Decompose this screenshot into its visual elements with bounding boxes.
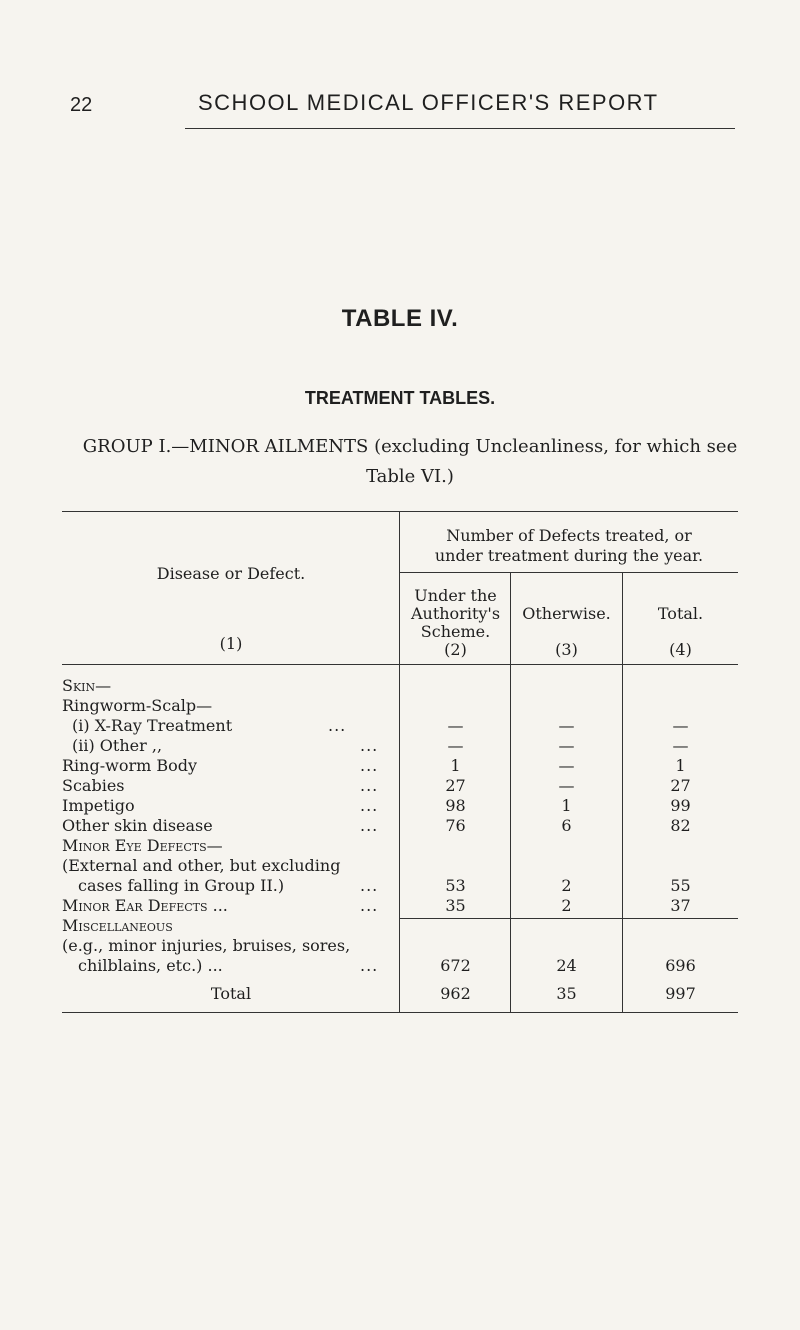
row-label-scabies: Scabies [62, 776, 125, 795]
header-rule [185, 128, 735, 129]
col1-header: Disease or Defect. [156, 564, 306, 583]
cell-impetigo-col3: 1 [561, 796, 572, 815]
cell-minor-ear-col3: 2 [561, 896, 572, 915]
col1-number: (1) [219, 634, 243, 653]
cell-minor-eye-col2: 53 [445, 876, 466, 895]
row-label-impetigo: Impetigo [62, 796, 135, 815]
total-rule [400, 918, 738, 919]
table-title: TABLE IV. [341, 305, 459, 332]
cell-ringworm-body-col4: 1 [675, 756, 686, 775]
cell-misc-col3: 24 [556, 956, 577, 975]
cell-other-skin-col2: 76 [445, 816, 466, 835]
cell-other-skin-col4: 82 [670, 816, 691, 835]
cell-misc-col4: 696 [665, 956, 696, 975]
cell-total-col2: 962 [440, 984, 471, 1003]
cell-ringworm-body-col2: 1 [450, 756, 461, 775]
row-label-other-skin: Other skin disease [62, 816, 213, 835]
row-label-total: Total [210, 984, 252, 1003]
cell-other-col2: — [447, 736, 464, 755]
leader-other: ... [360, 736, 379, 755]
leader-xray: ... [328, 716, 347, 735]
cell-misc-col2: 672 [440, 956, 471, 975]
cell-minor-eye-col4: 55 [670, 876, 691, 895]
cell-other-col3: — [558, 736, 575, 755]
cell-ringworm-body-col3: — [558, 756, 575, 775]
row-label-xray: (i) X-Ray Treatment [72, 716, 233, 735]
cell-impetigo-col4: 99 [670, 796, 691, 815]
page-number: 22 [70, 94, 93, 116]
running-head: SCHOOL MEDICAL OFFICER'S REPORT [198, 90, 659, 115]
cell-xray-col4: — [672, 716, 689, 735]
col2-header-line1: Under the [414, 586, 497, 605]
table-bottom-rule [62, 1012, 738, 1013]
row-label-misc-note-2: chilblains, etc.) ... [78, 956, 223, 975]
row-label-eye-note-1: (External and other, but excluding [62, 856, 341, 875]
row-label-ringworm-scalp: Ringworm-Scalp— [62, 696, 213, 715]
header-bottom-rule [62, 664, 738, 665]
cell-xray-col3: — [558, 716, 575, 735]
cell-other-skin-col3: 6 [561, 816, 572, 835]
col2-number: (2) [444, 640, 467, 659]
span-header: Number of Defects treated, or under treatment during the year. [434, 526, 704, 565]
table-subtitle: TREATMENT TABLES. [304, 388, 496, 408]
col3-number: (3) [555, 640, 578, 659]
cell-minor-eye-col3: 2 [561, 876, 572, 895]
leader-eye: ... [360, 876, 379, 895]
col3-header: Otherwise. [522, 604, 611, 623]
cell-total-col3: 35 [556, 984, 577, 1003]
subheader-rule [400, 572, 738, 573]
col2-header-line2: Authority's [410, 604, 501, 623]
cell-total-col4: 997 [665, 984, 696, 1003]
cell-scabies-col2: 27 [445, 776, 466, 795]
leader-ear: ... [360, 896, 379, 915]
row-label-minor-eye: Minor Eye Defects— [62, 836, 223, 855]
leader-misc: ... [360, 956, 379, 975]
col4-number: (4) [669, 640, 692, 659]
row-label-misc: Miscellaneous [62, 916, 173, 935]
cell-scabies-col4: 27 [670, 776, 691, 795]
group-heading: GROUP I.—MINOR AILMENTS (excluding Uncleanliness, for which see Table VI.) [82, 436, 738, 487]
leader-impetigo: ... [360, 796, 379, 815]
leader-other-skin: ... [360, 816, 379, 835]
row-label-eye-note-2: cases falling in Group II.) [78, 876, 285, 895]
col2-header-line3: Scheme. [420, 622, 491, 641]
cell-impetigo-col2: 98 [445, 796, 466, 815]
table-top-rule [62, 511, 738, 512]
cell-other-col4: — [672, 736, 689, 755]
row-label-misc-note-1: (e.g., minor injuries, bruises, sores, [62, 936, 351, 955]
col4-header: Total. [657, 604, 704, 623]
cell-minor-ear-col4: 37 [670, 896, 691, 915]
row-label-ringworm-body: Ring-worm Body [62, 756, 198, 775]
leader-ringworm-body: ... [360, 756, 379, 775]
leader-scabies: ... [360, 776, 379, 795]
cell-xray-col2: — [447, 716, 464, 735]
row-label-skin: Skin— [62, 676, 112, 695]
row-label-minor-ear: Minor Ear Defects ... [62, 896, 228, 915]
row-label-other: (ii) Other ,, [72, 736, 163, 755]
cell-minor-ear-col2: 35 [445, 896, 466, 915]
cell-scabies-col3: — [558, 776, 575, 795]
